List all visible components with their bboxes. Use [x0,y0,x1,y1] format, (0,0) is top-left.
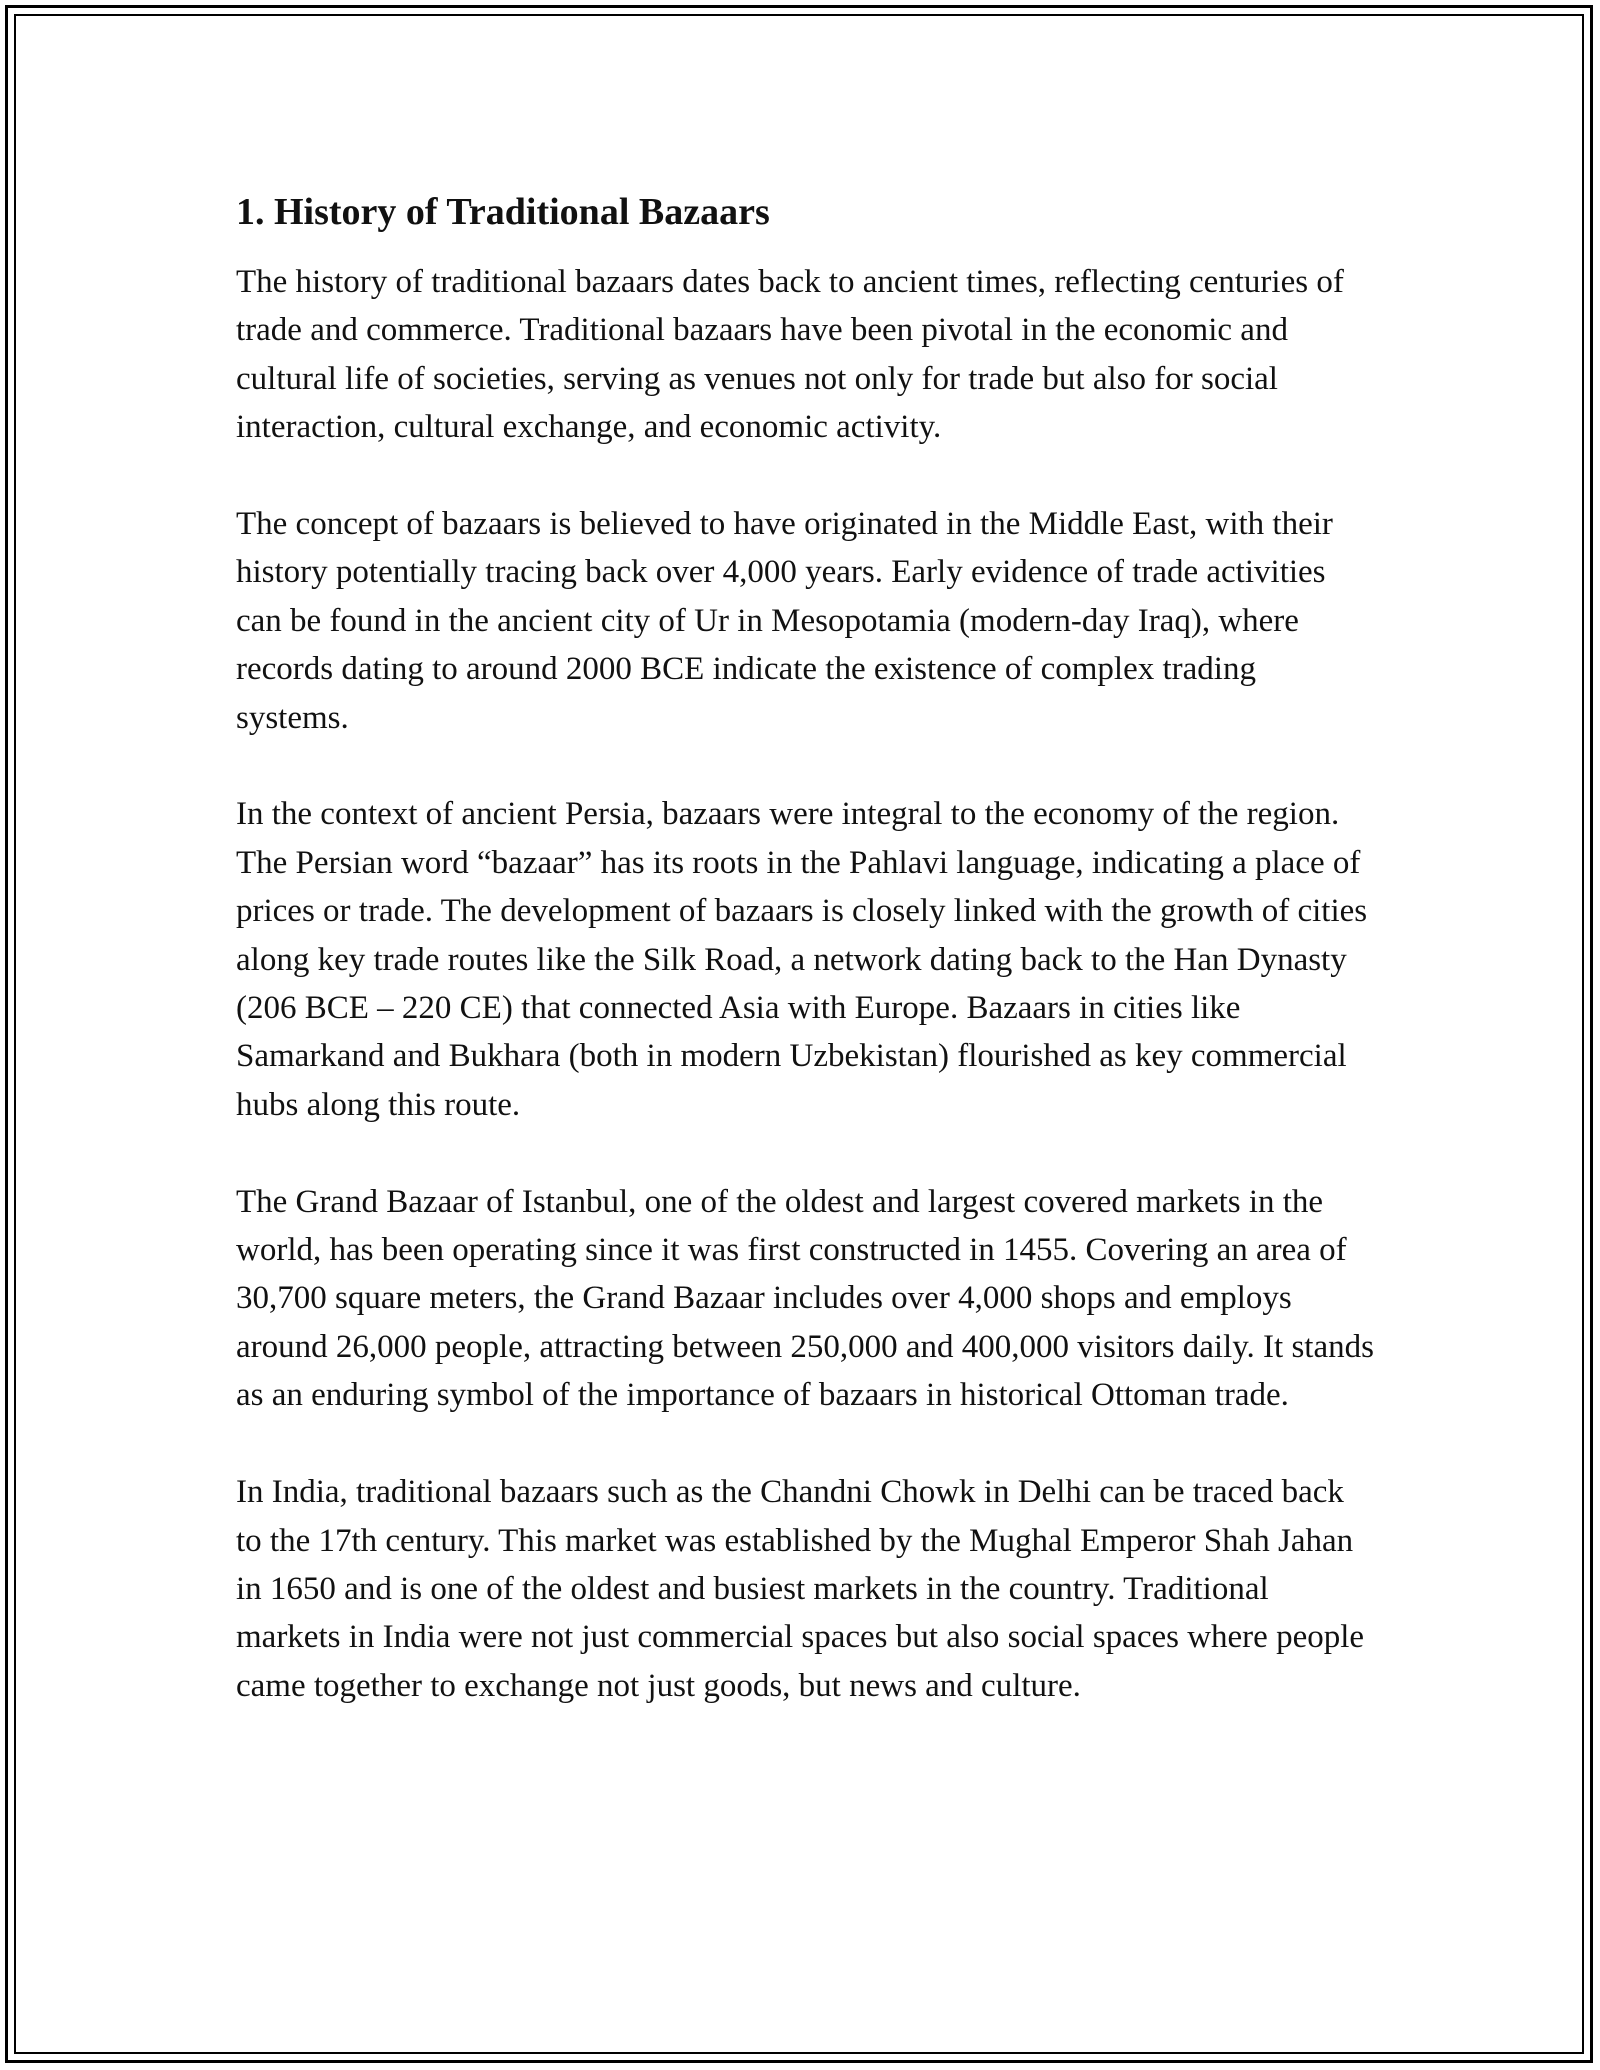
section-heading: 1. History of Traditional Bazaars [236,191,770,233]
paragraph-india-chandni-chowk: In India, traditional bazaars such as the Chandni Chowk in Delhi can be traced back to the 17th century. This market was established by the Mughal Emperor Shah Jahan in 1650 and is one of the oldest and busiest markets in the country. Traditional markets in India were not just commercial spaces but also social spaces where people came together to exchange not just goods, but news and culture. [236,1474,1365,1704]
paragraph-intro: The history of traditional bazaars dates back to ancient times, reflecting centuries of trade and commerce. Traditional bazaars have been pivotal in the economic and cultural life of societies, serving as venues not only for trade but also for social interaction, cultural exchange, and economic activity. [236,264,1344,446]
paragraph-ancient-persia: In the context of ancient Persia, bazaars were integral to the economy of the region. The Persian word “bazaar” has its roots in the Pahlavi language, indicating a place of prices or trade. The development of bazaars is closely linked with the growth of cities along key trade routes like the Silk Road, a network dating back to the Han Dynasty (206 BCE – 220 CE) that connected Asia with Europe. Bazaars in cities like Samarkand and Bukhara (both in modern Uzbekistan) flourished as key commercial hubs along this route. [236,796,1368,1123]
paragraph-middle-east-origins: The concept of bazaars is believed to have originated in the Middle East, with their history potentially tracing back over 4,000 years. Early evidence of trade activities can be found in the ancient city of Ur in Mesopotamia (modern-day Iraq), where records dating to around 2000 BCE indicate the existence of complex trading systems. [236,506,1333,736]
paragraph-grand-bazaar-istanbul: The Grand Bazaar of Istanbul, one of the oldest and largest covered markets in the world, has been operating since it was first constructed in 1455. Covering an area of 30,700 square meters, the Grand Bazaar includes over 4,000 shops and employs around 26,000 people, attracting between 250,000 and 400,000 visitors daily. It stands as an enduring symbol of the importance of bazaars in historical Ottoman trade. [236,1183,1374,1414]
document-body [236,188,1376,1759]
